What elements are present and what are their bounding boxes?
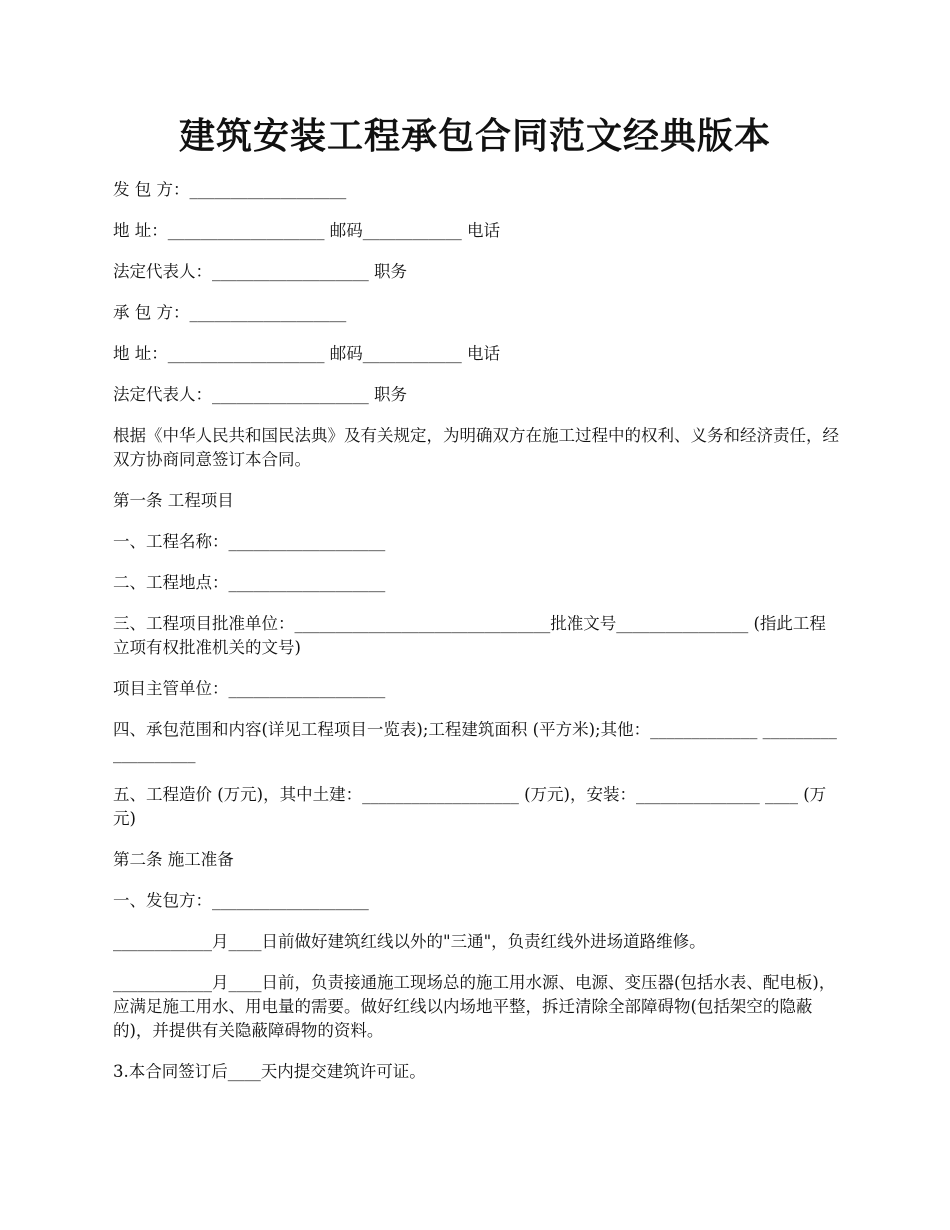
- supervising-unit-line: 项目主管单位：___________________: [113, 679, 386, 698]
- party-a-representative: 法定代表人：___________________ 职务: [113, 262, 407, 281]
- utilities-paragraph: ____________月____日前，负责接通施工现场总的施工用水源、电源、变压器(包括水表、配电板)，应满足施工用水、用电量的需要。做好红线以内场地平整，拆迁清除全部障碍物(包括架空的隐蔽的)，并提供有关隐蔽障碍物的资料。: [113, 973, 836, 1040]
- party-b-address: 地 址：___________________ 邮码____________ 电话: [113, 344, 500, 363]
- document-body: [113, 178, 840, 1101]
- project-name-line: 一、工程名称：___________________: [113, 532, 386, 551]
- three-connections-line: ____________月____日前做好建筑红线以外的"三通"，负责红线外进场道路维修。: [113, 932, 706, 951]
- preamble-paragraph: 根据《中华人民共和国民法典》及有关规定，为明确双方在施工过程中的权利、义务和经济责任，经双方协商同意签订本合同。: [113, 426, 839, 469]
- document-title: 建筑安装工程承包合同范文经典版本: [178, 115, 771, 157]
- party-b-representative: 法定代表人：___________________ 职务: [113, 385, 407, 404]
- party-b-name: 承 包 方：___________________: [113, 303, 347, 322]
- article-1-heading: 第一条 工程项目: [113, 491, 234, 510]
- party-a-name: 发 包 方：___________________: [113, 180, 347, 199]
- scope-line: 四、承包范围和内容(详见工程项目一览表);工程建筑面积 (平方米);其他：_____________ ___________________: [113, 720, 837, 763]
- project-location-line: 二、工程地点：___________________: [113, 573, 386, 592]
- employer-line: 一、发包方：___________________: [113, 891, 369, 910]
- article-2-heading: 第二条 施工准备: [113, 850, 234, 869]
- approval-unit-line: 三、工程项目批准单位：_______________________________批准文号________________ (指此工程立项有权批准机关的文号): [113, 614, 826, 657]
- permit-line: 3.本合同签订后____天内提交建筑许可证。: [113, 1062, 426, 1081]
- party-a-address: 地 址：___________________ 邮码____________ 电话: [113, 221, 500, 240]
- cost-line: 五、工程造价 (万元)，其中土建：___________________ (万元)，安装：_______________ ____ (万元): [113, 785, 827, 828]
